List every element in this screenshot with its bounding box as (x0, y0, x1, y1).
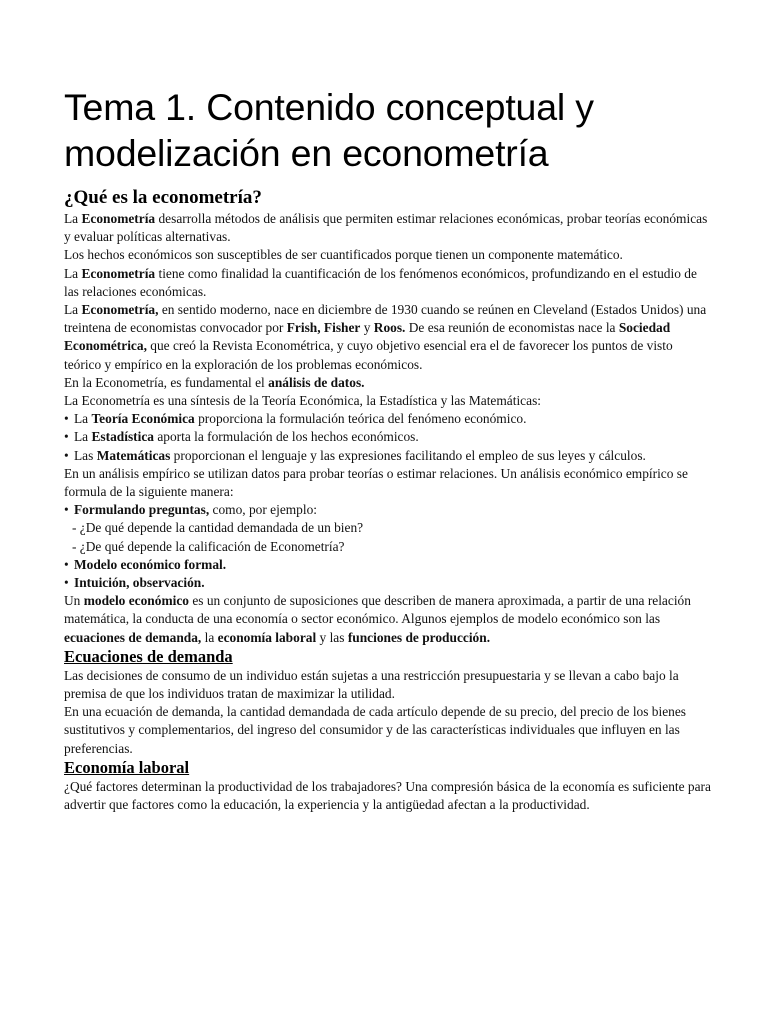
paragraph: La Econometría tiene como finalidad la cuantificación de los fenómenos económicos, profundizando en el estudio de las relaciones económicas. (64, 265, 697, 299)
list-item: • Modelo económico formal. (64, 556, 712, 574)
list-item: • Las Matemáticas proporcionan el lenguaje y las expresiones facilitando el empleo de sus leyes y cálculos. (64, 447, 712, 465)
bullet-icon: • (64, 502, 69, 518)
paragraph: Las decisiones de consumo de un individuo están sujetas a una restricción presupuestaria y se llevan a cabo bajo la premisa de que los individuos tratan de maximizar la utilidad. (64, 667, 679, 702)
section-heading-ecuaciones: Ecuaciones de demanda (64, 646, 233, 666)
paragraph: En una ecuación de demanda, la cantidad demandada de cada artículo depende de su precio, del precio de los bienes sustitutivos y complementarios, del ingreso del consumidor y de las características individuales que influyen en las preferencias. (64, 704, 687, 756)
section-heading-que-es: ¿Qué es la econometría? (64, 187, 262, 208)
bullet-icon: • (64, 575, 69, 591)
list-item: • La Estadística aporta la formulación de los hechos económicos. (64, 428, 712, 446)
bullet-icon: • (64, 429, 69, 445)
paragraph: La Econometría, en sentido moderno, nace en diciembre de 1930 cuando se reúnen en Cleveland (Estados Unidos) una treintena de economistas convocador por Frish, Fisher y Roos. De esa reunión de economistas nace la Sociedad Econométrica, que creó la Revista Econométrica, y cuyo objetivo esencial era el de favorecer los puntos de visto teórico y empírico en la exploración de los problemas económicos. (64, 302, 707, 372)
title-line-2: modelización en econometría (64, 132, 549, 174)
document-page (64, 84, 712, 814)
sub-list-item: - ¿De qué depende la calificación de Econometría? (72, 538, 345, 554)
bullet-icon: • (64, 411, 69, 427)
page-title (64, 84, 712, 176)
paragraph: ¿Qué factores determinan la productividad de los trabajadores? Una compresión básica de la economía es suficiente para advertir que factores como la educación, la experiencia y la antigüedad afectan a la productividad. (64, 778, 711, 813)
list-item: • Formulando preguntas, como, por ejemplo: (64, 501, 712, 519)
paragraph: Un modelo económico es un conjunto de suposiciones que describen de manera aproximada, a partir de una relación matemática, la conducta de una economía o sector económico. Algunos ejemplos de modelo económico son las ecuaciones de demanda, la economía laboral y las funciones de producción. (64, 593, 691, 645)
paragraph: Los hechos económicos son susceptibles de ser cuantificados porque tienen un componente matemático. (64, 247, 623, 263)
list-item: • Intuición, observación. (64, 574, 712, 592)
sub-list-item: - ¿De qué depende la cantidad demandada de un bien? (72, 520, 364, 536)
paragraph: La Econometría es una síntesis de la Teoría Económica, la Estadística y las Matemáticas: (64, 393, 541, 409)
bullet-icon: • (64, 447, 69, 463)
title-line-1: Tema 1. Contenido conceptual y (64, 86, 594, 128)
paragraph: En la Econometría, es fundamental el análisis de datos. (64, 374, 365, 390)
paragraph: La Econometría desarrolla métodos de análisis que permiten estimar relaciones económicas, probar teorías económicas y evaluar políticas alternativas. (64, 211, 708, 245)
bullet-icon: • (64, 556, 69, 572)
list-item: • La Teoría Económica proporciona la formulación teórica del fenómeno económico. (64, 410, 712, 428)
paragraph: En un análisis empírico se utilizan datos para probar teorías o estimar relaciones. Un análisis económico empírico se formula de la siguiente manera: (64, 465, 688, 500)
section-heading-economia-laboral: Economía laboral (64, 757, 190, 777)
